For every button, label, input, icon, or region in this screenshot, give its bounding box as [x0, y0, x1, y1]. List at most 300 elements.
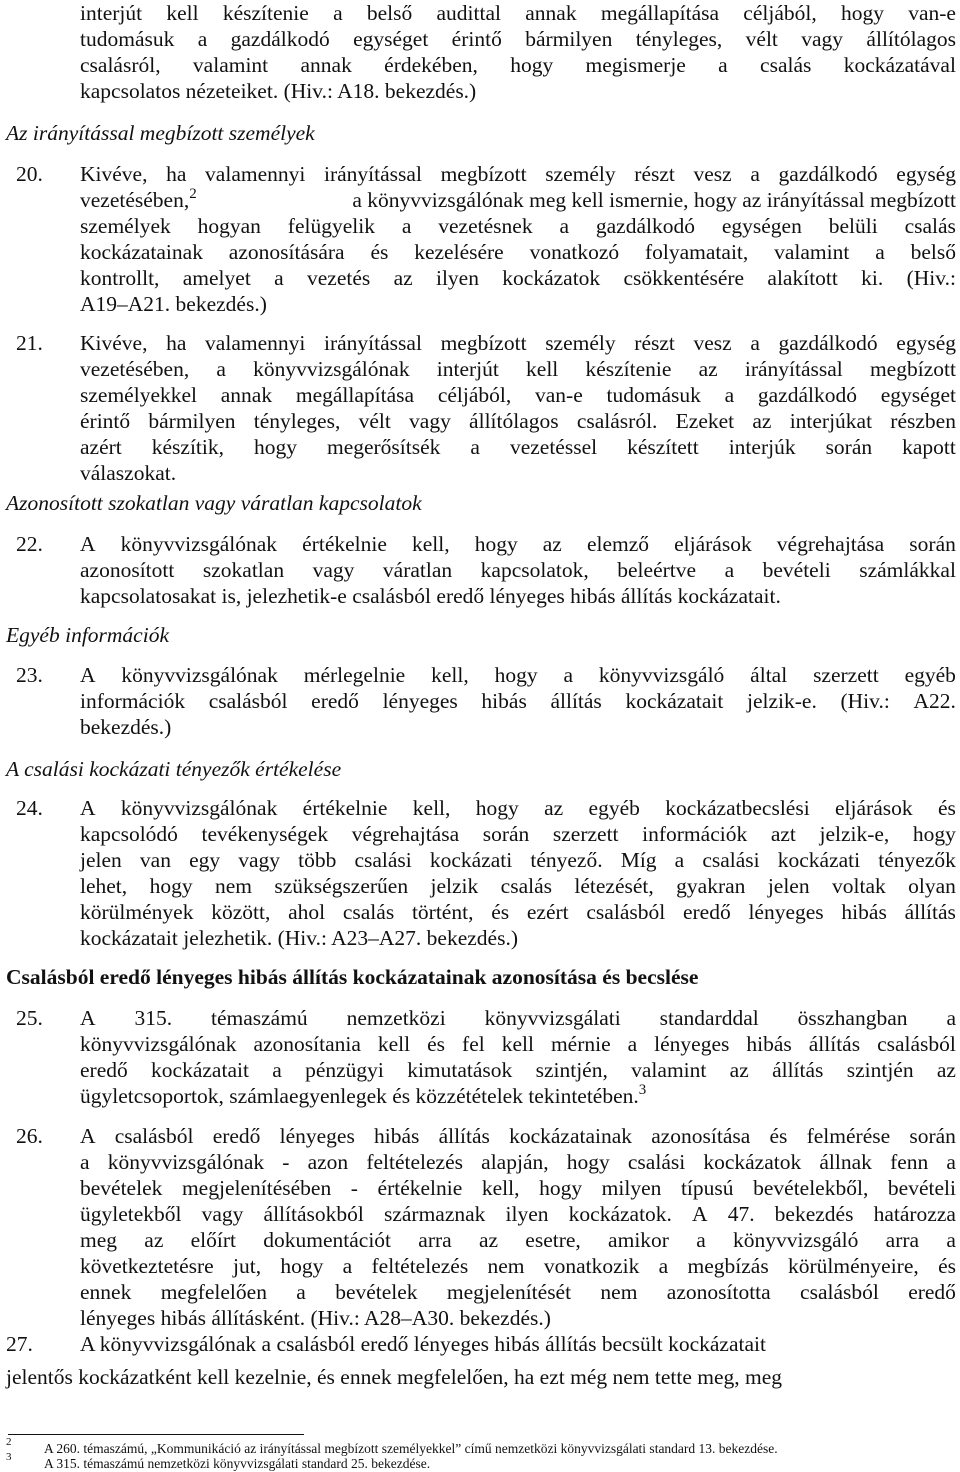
word: az: [936, 1058, 956, 1082]
word: vezetésében,: [80, 357, 190, 381]
word: vonatkozik: [543, 1254, 640, 1278]
word: kezelésére: [414, 240, 504, 264]
text-line: [80, 161, 956, 187]
word: csalásról,: [80, 53, 161, 77]
word: (Hiv.:: [840, 689, 890, 713]
word: kell: [166, 1, 199, 25]
word: irányítással: [324, 162, 422, 186]
word: irányítással: [744, 357, 843, 381]
text-line: A19–A21. bekezdés.): [80, 292, 267, 316]
word: állítás: [550, 689, 602, 713]
word: állnak: [819, 1150, 872, 1174]
word: érintő: [80, 409, 131, 433]
word: olyan: [908, 874, 956, 898]
word: egy: [189, 848, 221, 872]
word: bármilyen: [148, 409, 236, 433]
footnote-separator: [8, 1434, 304, 1435]
word: megjelenítését: [446, 1280, 572, 1304]
word: a: [750, 331, 760, 355]
word: ha: [166, 331, 187, 355]
word: céljából,: [437, 383, 512, 407]
word: eredő: [682, 900, 731, 924]
word: vesz: [693, 162, 732, 186]
word: A: [80, 1124, 96, 1148]
word: megismerje: [585, 53, 686, 77]
word: hibás: [746, 1032, 792, 1056]
word: tényező.: [530, 848, 603, 872]
text-line: [80, 382, 956, 408]
section-heading: Az irányítással megbízott személyek: [6, 121, 315, 145]
text-line: [80, 795, 956, 821]
word: hogyan: [197, 214, 261, 238]
word: kockázatainak: [80, 240, 203, 264]
word: azonosítania: [253, 1032, 361, 1056]
word: kockázatával: [843, 53, 956, 77]
word: szokatlan: [202, 558, 285, 582]
text-line: [80, 662, 956, 688]
word: Kivéve,: [80, 162, 148, 186]
word: gazdálkodó: [778, 162, 878, 186]
word: vonatkozó: [529, 240, 620, 264]
word: állítólagos: [866, 27, 956, 51]
word: szintjén,: [535, 1058, 608, 1082]
word: hibás: [481, 689, 527, 713]
word: van: [139, 848, 171, 872]
word: az: [393, 266, 413, 290]
word: szintjén: [846, 1058, 914, 1082]
word: interjút: [436, 357, 499, 381]
footnote-mark: 2: [6, 1436, 12, 1448]
word: alapján,: [481, 1150, 549, 1174]
word: gazdálkodó: [778, 331, 878, 355]
word: eredő: [80, 1058, 128, 1082]
word: bevételek: [335, 1280, 418, 1304]
word: azonosította: [666, 1280, 771, 1304]
word: A: [80, 796, 96, 820]
word: származnak: [383, 1202, 486, 1226]
word: hogy: [494, 663, 538, 687]
word: részt: [634, 162, 675, 186]
word: tényezők: [878, 848, 956, 872]
word: kell,: [431, 663, 469, 687]
word: és: [937, 796, 956, 820]
word: bekezdés: [774, 1202, 854, 1226]
word: a: [401, 214, 412, 238]
word: körülmények: [80, 900, 194, 924]
word: bevételi: [762, 558, 831, 582]
word: van-e: [908, 1, 956, 25]
paragraph-number: 24.: [16, 796, 43, 820]
word: értékelnie: [302, 532, 387, 556]
word: kell: [501, 1032, 534, 1056]
word: csalásból: [208, 689, 288, 713]
word: az: [542, 532, 562, 556]
word: kapott: [902, 435, 956, 459]
word: jelzik: [430, 874, 479, 898]
word: Kivéve,: [80, 331, 148, 355]
word: eljárások: [835, 796, 913, 820]
text-line: [80, 847, 956, 873]
text-line: [80, 899, 956, 925]
word: jelen: [80, 848, 122, 872]
word: a: [658, 1254, 669, 1278]
word: hogy: [840, 1, 884, 25]
word: lényeges: [748, 900, 824, 924]
word: végrehajtása: [776, 532, 885, 556]
word: ha: [166, 162, 187, 186]
word: csalás: [760, 53, 812, 77]
word: a: [470, 435, 480, 459]
section-heading: Egyéb információk: [6, 623, 169, 647]
word: esetre,: [525, 1228, 581, 1252]
word: alakított: [767, 266, 838, 290]
word: az: [752, 409, 772, 433]
word: amikor: [608, 1228, 669, 1252]
word: ennek: [80, 1280, 132, 1304]
word: hogy: [253, 435, 297, 459]
text-line: [80, 688, 956, 714]
word: határozza: [873, 1202, 956, 1226]
word: könyvvizsgáló: [733, 1228, 859, 1252]
word: mérnie: [550, 1032, 611, 1056]
word: vezetésnek: [438, 214, 533, 238]
word: valamint: [631, 1058, 707, 1082]
word: milyen: [601, 1176, 662, 1200]
word: kell,: [411, 532, 450, 556]
word: a: [946, 1006, 956, 1030]
word: ahol: [288, 900, 326, 924]
word: eredő: [212, 1124, 261, 1148]
word: valamint: [192, 53, 269, 77]
word: fel: [462, 1032, 485, 1056]
word: bevételekből,: [753, 1176, 869, 1200]
word: információk: [80, 689, 186, 713]
word: létezését,: [574, 874, 654, 898]
footnote-ref[interactable]: 3: [638, 1082, 647, 1098]
word: Míg: [620, 848, 657, 872]
word: információk: [642, 822, 748, 846]
word: eredő: [908, 1280, 956, 1304]
word: a: [296, 1280, 306, 1304]
word: elemző: [586, 532, 650, 556]
word: kockázatait: [625, 689, 724, 713]
word: végrehajtása: [351, 822, 460, 846]
word: lényeges: [654, 1032, 730, 1056]
word: vagy: [201, 1202, 244, 1226]
word: kimutatások: [407, 1058, 513, 1082]
word: szerzett: [813, 663, 879, 687]
word: vélt: [745, 27, 778, 51]
word: kockázatait: [151, 1058, 249, 1082]
word: hogy: [912, 822, 956, 846]
word: vezetés: [306, 266, 371, 290]
word: kockázatok.: [568, 1202, 672, 1226]
word: a: [696, 1228, 706, 1252]
text-line: [80, 1031, 956, 1057]
word: ezért: [526, 900, 569, 924]
word: gazdálkodó: [230, 27, 330, 51]
text-line: [80, 408, 956, 434]
word: egyéb: [904, 663, 956, 687]
word: könyvvizsgálónak: [253, 357, 410, 381]
word: megbízott: [869, 357, 956, 381]
word: több: [298, 848, 337, 872]
word: A: [692, 1202, 708, 1226]
word: hogy: [510, 53, 554, 77]
word: valamint: [774, 240, 850, 264]
word: a: [333, 1, 343, 25]
word: kockázatok: [703, 1150, 802, 1174]
word: annak: [220, 383, 273, 407]
word: kockázati: [429, 848, 513, 872]
word: irányítással: [324, 331, 422, 355]
word: kell: [377, 1032, 411, 1056]
footnote-ref[interactable]: 2: [189, 186, 197, 202]
word: könyvvizsgálónak: [121, 663, 278, 687]
word: interjúk: [728, 435, 796, 459]
text-line: [80, 434, 956, 460]
word: arra: [885, 1228, 920, 1252]
word: felmérése: [806, 1124, 891, 1148]
word: megbízott: [440, 331, 527, 355]
paragraph-number: 27.: [6, 1332, 33, 1356]
word: egységet: [880, 383, 956, 407]
section-heading: Azonosított szokatlan vagy váratlan kapcsolatok: [6, 491, 422, 515]
word: összhangban: [797, 1006, 908, 1030]
word: hogy: [280, 1254, 324, 1278]
word: állítólagos: [469, 409, 559, 433]
word: megbízott: [440, 162, 527, 186]
word: csalásból: [877, 1032, 956, 1056]
word: felügyelik: [287, 214, 375, 238]
word: kapcsolódó: [80, 822, 178, 846]
word: kockázatainak: [509, 1124, 633, 1148]
word: a: [197, 27, 208, 51]
text-line: [80, 187, 956, 213]
footnote-text: A 260. témaszámú, „Kommunikáció az irányítással megbízott személyekkel” című nemzetközi könyvvizsgálati standard 13. bekezdése.: [44, 1441, 778, 1456]
word: az: [478, 1228, 499, 1252]
word: azonosítására: [228, 240, 345, 264]
text-segment: ügyletcsoportok, számlaegyenlegek és közzétételek tekintetében.: [80, 1084, 639, 1108]
word: szerzett: [552, 822, 619, 846]
text-line: [80, 1149, 956, 1175]
word: megbízás: [687, 1254, 769, 1278]
word: részt: [634, 331, 675, 355]
word: tényleges,: [635, 27, 723, 51]
word: meg: [80, 1228, 118, 1252]
word: könyvvizsgálónak: [107, 1150, 265, 1174]
word: állítás: [904, 900, 956, 924]
word: vagy: [238, 848, 281, 872]
word: bármilyen: [525, 27, 613, 51]
word: jelzik-e,: [819, 822, 890, 846]
word: készítenie: [585, 357, 672, 381]
word: tényleges,: [253, 409, 341, 433]
paragraph-number: 21.: [16, 331, 43, 355]
word: bevételi: [887, 1176, 956, 1200]
word: azonosított: [80, 558, 175, 582]
word: voltak: [832, 874, 886, 898]
word: azért: [80, 435, 122, 459]
word: által: [750, 663, 788, 687]
word: egység: [896, 331, 956, 355]
word: dokumentációt: [263, 1228, 392, 1252]
word: a: [750, 162, 760, 186]
word: Ezeket: [675, 409, 735, 433]
word: vezetéssel: [509, 435, 598, 459]
word: megállapítása: [600, 1, 720, 25]
text-line: [80, 265, 956, 291]
word: váratlan: [382, 558, 453, 582]
word: vagy: [409, 409, 451, 433]
text-line: [80, 213, 956, 239]
word: kockázati: [777, 848, 861, 872]
word: az: [698, 357, 718, 381]
text-line: A könyvvizsgálónak a csalásból eredő lényeges hibás állítás becsült kockázatait: [80, 1332, 766, 1356]
word: a: [674, 848, 685, 872]
word: gyakran: [676, 874, 746, 898]
word: audittal: [436, 1, 501, 25]
word: megerősítsék: [326, 435, 441, 459]
word: interjút: [80, 1, 143, 25]
word: annak: [300, 53, 352, 77]
word: ilyen: [435, 266, 479, 290]
word: személyek: [80, 214, 171, 238]
word: a: [80, 1150, 90, 1174]
paragraph-number: 22.: [16, 532, 43, 556]
word: hogy: [566, 1150, 610, 1174]
word: a: [724, 558, 735, 582]
word: személy: [545, 331, 616, 355]
word: hibás: [841, 900, 887, 924]
word: állítás: [772, 1058, 824, 1082]
word: lehet,: [80, 874, 128, 898]
word: hibás: [374, 1124, 420, 1148]
text-line: kapcsolatos nézeteiket. (Hiv.: A18. bekezdés.): [80, 79, 477, 103]
word: A22.: [913, 689, 956, 713]
section-heading: A csalási kockázati tényezők értékelése: [6, 757, 342, 781]
word: valamennyi: [205, 331, 306, 355]
word: során: [909, 532, 956, 556]
word: interjúkat: [789, 409, 873, 433]
text-segment: vezetésében,$^2$: [80, 186, 197, 212]
paragraph-number: 26.: [16, 1124, 43, 1148]
word: kockázatok: [502, 266, 601, 290]
word: során: [482, 822, 530, 846]
word: csalásból: [586, 900, 666, 924]
text-line: [80, 1123, 956, 1149]
word: során: [909, 1124, 956, 1148]
word: kapcsolatok,: [480, 558, 589, 582]
word: szükségszerűen: [274, 874, 409, 898]
text-line: [80, 26, 956, 52]
word: belső: [910, 240, 956, 264]
word: nem: [487, 1254, 525, 1278]
word: következtetésre: [80, 1254, 214, 1278]
word: csökkentésére: [623, 266, 745, 290]
word: csalási: [354, 848, 412, 872]
word: megjelenítésében: [181, 1176, 332, 1200]
word: a: [563, 663, 574, 687]
text-line: [80, 0, 956, 26]
word: 315.: [134, 1006, 173, 1030]
text-line: [80, 330, 956, 356]
word: az: [144, 1228, 164, 1252]
word: fenn: [890, 1150, 929, 1174]
word: (Hiv.:: [906, 266, 956, 290]
text-line: [80, 557, 956, 583]
word: a: [272, 1058, 282, 1082]
word: tudomásuk: [80, 27, 175, 51]
word: -: [282, 1150, 290, 1174]
word: mérlegelnie: [303, 663, 406, 687]
word: és: [938, 1254, 956, 1278]
word: megfelelően: [160, 1280, 267, 1304]
word: -: [350, 1176, 358, 1200]
word: arra: [418, 1228, 452, 1252]
word: hogy: [474, 532, 518, 556]
word: vagy: [801, 27, 844, 51]
paragraph-number: 20.: [16, 162, 43, 186]
word: ki.: [861, 266, 884, 290]
word: 47.: [727, 1202, 755, 1226]
word: a: [216, 357, 226, 381]
paragraph-number: 25.: [16, 1006, 43, 1030]
word: A: [80, 663, 96, 687]
word: valamennyi: [205, 162, 306, 186]
text-line: jelentős kockázatként kell kezelnie, és ennek megfelelően, ha ezt még nem tette meg, meg: [6, 1365, 783, 1389]
word: céljából,: [743, 1, 817, 25]
word: készítik,: [151, 435, 224, 459]
word: feltételezés: [366, 1150, 464, 1174]
word: nem: [214, 874, 252, 898]
word: hogy: [539, 1176, 583, 1200]
word: állításokból: [263, 1202, 364, 1226]
word: lényeges: [279, 1124, 355, 1148]
word: vesz: [693, 331, 732, 355]
word: csalás: [500, 874, 552, 898]
word: belső: [366, 1, 413, 25]
footnote-text: A 315. témaszámú nemzetközi könyvvizsgálati standard 25. bekezdése.: [44, 1456, 431, 1471]
word: az: [729, 1058, 749, 1082]
text-line: [80, 1279, 956, 1305]
word: kell: [526, 357, 559, 381]
word: történt,: [411, 900, 474, 924]
word: kontrollt,: [80, 266, 160, 290]
word: kell,: [481, 1176, 520, 1200]
text-line: [80, 1057, 956, 1083]
word: hogy: [475, 796, 519, 820]
word: azon: [307, 1150, 349, 1174]
word: azt: [770, 822, 796, 846]
main-heading: Csalásból eredő lényeges hibás állítás kockázatainak azonosítása és becslése: [6, 965, 699, 989]
word: kockázatbecslési: [665, 796, 810, 820]
word: A: [80, 1006, 96, 1030]
word: a: [342, 1254, 353, 1278]
word: vagy: [312, 558, 355, 582]
word: azonosítása: [651, 1124, 751, 1148]
word: A: [80, 532, 96, 556]
word: belüli: [828, 214, 878, 238]
word: és: [491, 900, 510, 924]
word: bevételek: [80, 1176, 163, 1200]
word: eljárások: [674, 532, 752, 556]
footnote-mark: 3: [6, 1451, 12, 1463]
word: személyekkel: [80, 383, 198, 407]
word: a: [718, 53, 728, 77]
word: van-e: [535, 383, 583, 407]
word: ilyen: [505, 1202, 549, 1226]
